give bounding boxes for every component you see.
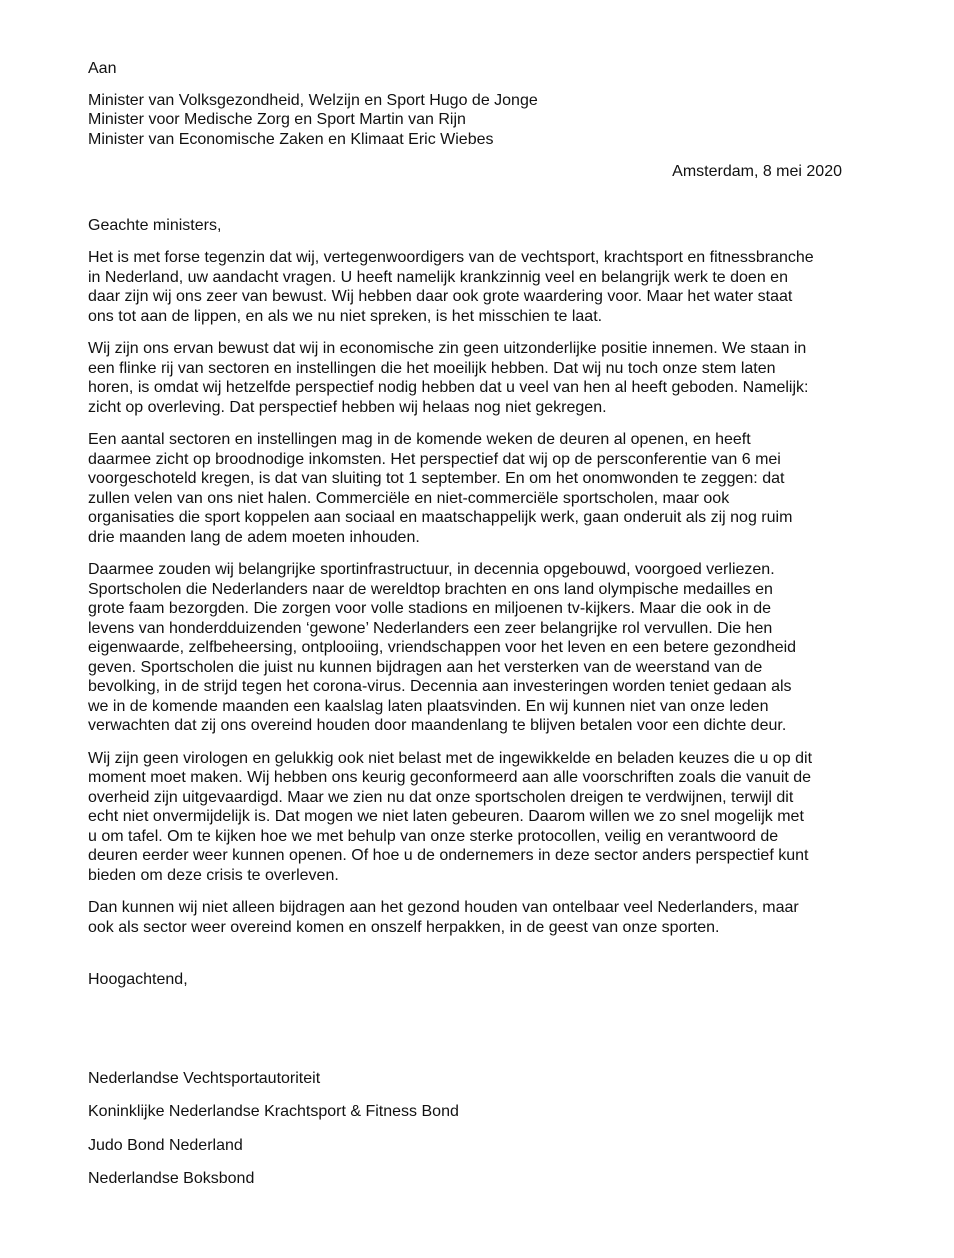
signatory-list xyxy=(88,1069,848,1189)
body-paragraph xyxy=(88,339,844,417)
paragraph-line: zullen velen van ons niet halen. Commerciële en niet-commerciële sportscholen, maar ook xyxy=(88,489,730,507)
paragraph-line: grote faam bezorgden. Die zorgen voor volle stadions en miljoenen tv-kijkers. Maar die ook in de xyxy=(88,600,772,617)
addressee-heading: Aan xyxy=(88,60,117,77)
paragraph-line: bevolking, in de strijd tegen het corona-virus. Decennia aan investeringen worden teniet gedaan als xyxy=(88,678,792,695)
letter-date: Amsterdam, 8 mei 2020 xyxy=(672,163,842,180)
paragraph-line: Daarmee zouden wij belangrijke sportinfrastructuur, in decennia opgebouwd, voorgoed verliezen. xyxy=(88,561,775,578)
paragraph-line: u om tafel. Om te kijken hoe we met behulp van onze sterke protocollen, veilig en verantwoord de xyxy=(88,827,779,845)
paragraph-line: een flinke rij van sectoren en instellingen die het moeilijk hebben. Dat wij nu toch onze stem laten xyxy=(88,359,776,377)
paragraph-line: verwachten dat zij ons overeind houden door maandenlang te blijven betalen voor een dichte deur. xyxy=(88,717,787,734)
paragraph-line: overheid zijn uitgevaardigd. Maar we zien nu dat onze sportscholen dreigen te verdwijnen, terwijl dit xyxy=(88,788,794,806)
recipient: Minister voor Medische Zorg en Sport Martin van Rijn xyxy=(88,111,466,128)
paragraph-line: organisaties die sport koppelen aan sociaal en maatschappelijk werk, gaan onderuit als zij nog ruim xyxy=(88,509,793,526)
paragraph-line: daar zijn wij ons zeer van bewust. Wij hebben daar ook grote waardering voor. Maar het water staat xyxy=(88,288,793,305)
body-paragraph xyxy=(88,430,844,547)
paragraph-line: daarmee zicht op broodnodige inkomsten. Het perspectief dat wij op de persconferentie van 6 mei xyxy=(88,450,781,468)
paragraph-line: horen, is omdat wij hetzelfde perspectief nodig hebben dat u veel van hen al heeft geboden. Namelijk: xyxy=(88,379,809,396)
closing: Hoogachtend, xyxy=(88,971,188,988)
paragraph-line: Sportscholen die Nederlanders naar de wereldtop brachten en ons land olympische medailles en xyxy=(88,580,773,598)
recipient: Minister van Volksgezondheid, Welzijn en Sport Hugo de Jonge xyxy=(88,91,538,109)
recipient-list xyxy=(88,91,848,150)
signatory: Nederlandse Vechtsportautoriteit xyxy=(88,1069,321,1087)
paragraph-line: drie maanden lang de adem moeten inhouden. xyxy=(88,528,420,546)
body-paragraph xyxy=(88,749,844,886)
letter-body xyxy=(88,248,848,937)
paragraph-line: geven. Sportscholen die juist nu kunnen bijdragen aan het versterken van de weerstand van de xyxy=(88,658,763,676)
paragraph-line: in Nederland, uw aandacht vragen. U heeft namelijk krankzinnig veel en belangrijk werk te doen en xyxy=(88,268,788,286)
paragraph-line: voorgeschoteld kregen, is dat van sluiting tot 1 september. En om het onomwonden te zeggen: dat xyxy=(88,470,785,487)
paragraph-line: moment moet maken. Wij hebben ons keurig geconformeerd aan alle voorschriften zoals die vanuit de xyxy=(88,769,812,786)
paragraph-line: Dan kunnen wij niet alleen bijdragen aan het gezond houden van ontelbaar veel Nederlanders, maar xyxy=(88,899,799,916)
body-paragraph xyxy=(88,898,844,937)
paragraph-line: deuren eerder weer kunnen openen. Of hoe u de ondernemers in deze sector anders perspectief kunt xyxy=(88,847,809,864)
signatory: Nederlandse Boksbond xyxy=(88,1170,255,1187)
signatory: Koninklijke Nederlandse Krachtsport & Fitness Bond xyxy=(88,1103,459,1120)
paragraph-line: ook als sector weer overeind komen en onszelf herpakken, in de geest van onze sporten. xyxy=(88,918,720,936)
body-paragraph xyxy=(88,560,844,736)
paragraph-line: eigenwaarde, zelfbeheersing, ontplooiing, vriendschappen voor het leven en een betere gezondheid xyxy=(88,639,797,656)
body-paragraph xyxy=(88,248,844,326)
paragraph-line: Een aantal sectoren en instellingen mag in de komende weken de deuren al openen, en heeft xyxy=(88,431,751,448)
recipient: Minister van Economische Zaken en Klimaat Eric Wiebes xyxy=(88,130,494,148)
paragraph-line: bieden om deze crisis te overleven. xyxy=(88,866,339,884)
paragraph-line: echt niet onvermijdelijk is. Dat mogen we niet laten gebeuren. Daarom willen we zo snel mogelijk met xyxy=(88,808,804,825)
signatory: Judo Bond Nederland xyxy=(88,1136,243,1154)
letter xyxy=(88,59,848,1203)
paragraph-line: levens van honderdduizenden ‘gewone’ Nederlanders een zeer belangrijke rol vervullen. Die hen xyxy=(88,619,773,637)
paragraph-line: Wij zijn ons ervan bewust dat wij in economische zin geen uitzonderlijke positie innemen. We staan in xyxy=(88,340,807,357)
salutation: Geachte ministers, xyxy=(88,216,222,234)
paragraph-line: we in de komende maanden een kaalslag laten plaatsvinden. En wij kunnen niet van onze leden xyxy=(88,697,769,715)
paragraph-line: Wij zijn geen virologen en gelukkig ook niet belast met de ingewikkelde en beladen keuzes die u op dit xyxy=(88,749,813,767)
paragraph-line: ons tot aan de lippen, en als we nu niet spreken, is het misschien te laat. xyxy=(88,307,603,325)
paragraph-line: zicht op overleving. Dat perspectief hebben wij helaas nog niet gekregen. xyxy=(88,398,607,416)
paragraph-line: Het is met forse tegenzin dat wij, vertegenwoordigers van de vechtsport, krachtsport en fitnessbranche xyxy=(88,249,814,266)
